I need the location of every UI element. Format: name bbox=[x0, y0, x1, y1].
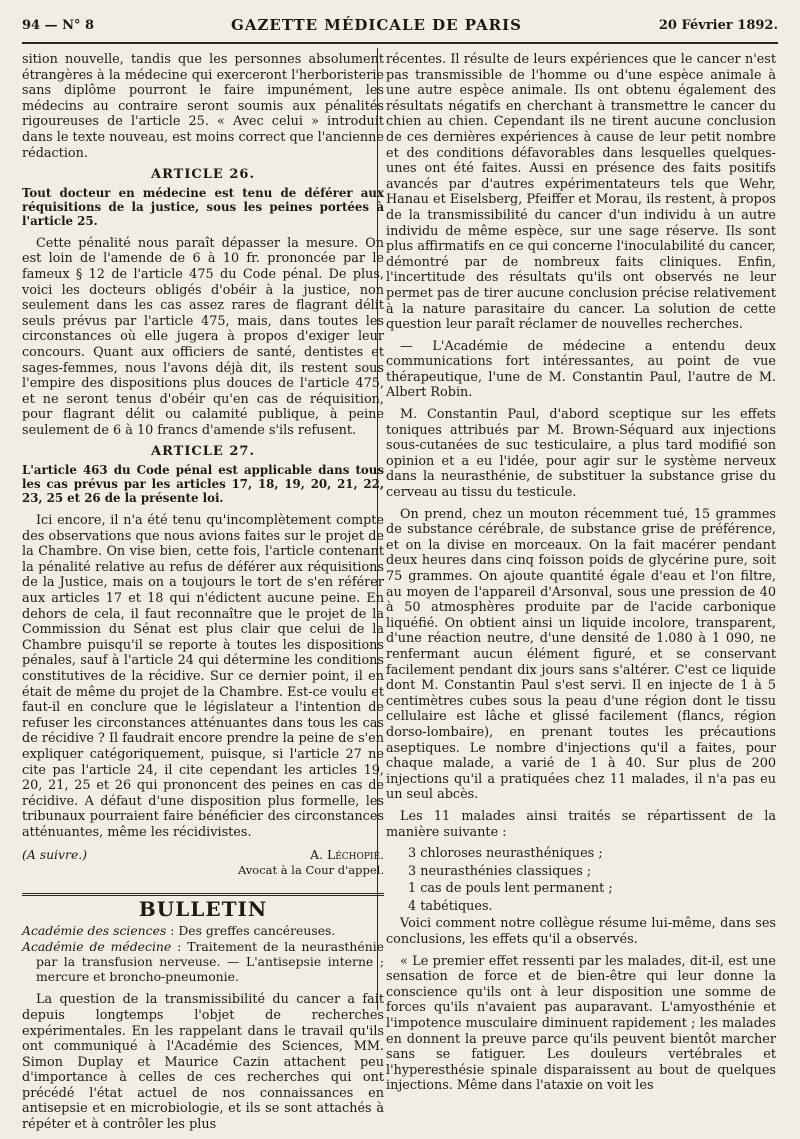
list-item: 3 chloroses neurasthéniques ; bbox=[408, 846, 603, 862]
article-27-text: L'article 463 du Code pénal est applicable dans tous les cas prévus par les articles 17, 18, 19, 20, 21, 22, 23, 25 et 26 de la présente loi. bbox=[22, 463, 384, 506]
article-27-title: ARTICLE 27. bbox=[151, 444, 255, 460]
list-item: 1 cas de pouls lent permanent ; bbox=[408, 881, 613, 897]
bulletin-paragraph: La question de la transmissibilité du cancer a fait depuis longtemps l'objet de recherches expérimentales. En les rappelant dans le travail qu'ils ont communiqué à l'Académie des Sciences, MM. Simon Duplay et Maurice Cazin attachent peu d'importance à celles de ces recherches qui ont précédé l'état actuel de nos connaissances en antisepsie et en microbiologie, et ils se sont attachés à répéter et à contrôler les plus bbox=[22, 992, 384, 1133]
bulletin-heading: BULLETIN bbox=[138, 896, 268, 921]
patients-list bbox=[386, 846, 776, 914]
method-paragraph: On prend, chez un mouton récemment tué, 15 grammes de substance cérébrale, de substance grise de préférence, et on la divise en morceaux. On la fait macérer pendant deux heures dans cinq foisson poids de glycérine pure, soit 75 grammes. On ajoute quantité égale d'eau et l'on filtre, au moyen de l'appareil d'Arsonval, sous une pression de 40 à 50 atmosphères produite par de l'acide carbonique liquéfié. On obtient ainsi un liquide incolore, transparent, d'une réaction neutre, d'une densité de 1.080 à 1 090, ne renfermant aucun élément figuré, et se conservant facilement pendant dix jours sans s'altérer. C'est ce liquide dont M. Constantin Paul s'est servi. Il en injecte de 1 à 5 centimètres cubes sous la peau d'une région dont le tissu cellulaire est lâche et glissé facilement (flancs, région dorso-lombaire), en prenant toutes les précautions aseptiques. Le nombre d'injections qu'il a faites, pour chaque malade, a varié de 1 à 40. Sur plus de 200 injections qu'il a pratiquées chez 11 malades, il n'a pas eu un seul abcès. bbox=[386, 506, 776, 803]
patients-paragraph: Les 11 malades ainsi traités se répartissent de la manière suivante : bbox=[386, 808, 776, 840]
section-rule bbox=[22, 893, 384, 896]
left-column bbox=[22, 52, 384, 1139]
page-header bbox=[22, 10, 778, 40]
list-item: 4 tabétiques. bbox=[408, 898, 493, 914]
signature-block bbox=[22, 847, 384, 879]
constantin-paul-paragraph: M. Constantin Paul, d'abord sceptique sur les effets toniques attribués par M. Brown-Séquard aux injections sous-cutanées de suc testiculaire, a plus tard modifié son opinion et a eu l'idée, pour agir sur le système nerveux dans la neurasthénie, de substituer la substance grise du cerveau au tissu du testicule. bbox=[386, 407, 776, 501]
article-26-commentary: Cette pénalité nous paraît dépasser la mesure. On est loin de l'amende de 6 à 10 fr. prononcée par le fameux § 12 de l'article 475 du Code pénal. De plus, voici les docteurs obligés d'obéir à la justice, non seulement dans les cas assez rares de flagrant délit seuls prévus par l'article 475, mais, dans toutes les circonstances où elle jugera à propos d'exiger leur concours. Quant aux officiers de santé, dentistes et sages-femmes, nous l'avons déjà dit, ils restent sous l'empire des dispositions plus douces de l'article 475, et ne seront tenus d'obéir qu'en cas de réquisition, pour flagrant délit ou calamité publique, à peine seulement de 6 à 10 francs d'amende s'ils refusent. bbox=[22, 235, 384, 438]
article-26-title: ARTICLE 26. bbox=[151, 167, 255, 183]
article-26-text: Tout docteur en médecine est tenu de déférer aux réquisitions de la justice, sous les peines portées à l'article 25. bbox=[22, 185, 384, 228]
author-role: Avocat à la Cour d'appel. bbox=[237, 863, 384, 878]
conclusions-paragraph: Voici comment notre collègue résume lui-même, dans ses conclusions, les effets qu'il a observés. bbox=[386, 916, 776, 948]
academie-paragraph: — L'Académie de médecine a entendu deux communications fort intéressantes, au point de vue thérapeutique, l'une de M. Constantin Paul, l'autre de M. Albert Robin. bbox=[386, 338, 776, 401]
bulletin-summary-medecine: Académie de médecine : Traitement de la neurasthénie par la transfusion nerveuse. — L'antisepsie interne ; mercure et broncho-pneumonie. bbox=[22, 939, 384, 985]
right-column bbox=[386, 52, 776, 1100]
intro-paragraph: sition nouvelle, tandis que les personnes absolument étrangères à la médecine qui exerceront l'herboristerie sans diplôme pourront le faire impunément, les médecins au contraire seront soumis aux pénalités rigoureuses de l'article 25. « Avec celui » introduit dans le texte nouveau, est moins correct que l'ancienne rédaction. bbox=[22, 52, 384, 161]
header-rule bbox=[22, 42, 778, 44]
bulletin-summary-sciences: Académie des sciences : Des greffes cancéreuses. bbox=[22, 923, 336, 939]
author-name: A. Léchopié. bbox=[310, 846, 384, 862]
to-be-continued: (A suivre.) bbox=[22, 846, 88, 862]
quote-paragraph: « Le premier effet ressenti par les malades, dit-il, est une sensation de force et de bien-être qui leur donne la conscience qu'ils ont à leur disposition une somme de forces qu'ils n'avaient pas auparavant. L'amyosthénie et l'impotence musculaire diminuent rapidement ; les malades en donnent la preuve parce qu'ils peuvent bientôt marcher sans se fatiguer. Les douleurs vertébrales et l'hyperesthésie spinale disparaissent au bout de quelques injections. Même dans l'ataxie on voit les bbox=[386, 953, 776, 1094]
newspaper-title: GAZETTE MÉDICALE DE PARIS bbox=[231, 16, 522, 34]
cancer-paragraph: récentes. Il résulte de leurs expériences que le cancer n'est pas transmissible de l'homme ou d'une espèce animale à une autre espèce animale. Ils ont obtenu également des résultats négatifs en cherchant à transmettre le cancer du chien au chien. Cependant ils ne tirent aucune conclusion de ces dernières expériences à cause de leur petit nombre et des conditions défavorables dans lesquelles quelques-unes ont été faites. Aussi en présence des faits positifs avancés par d'autres expérimentateurs tels que Wehr, Hanau et Eiselsberg, Pfeiffer et Morau, ils restent, à propos de la transmissibilité du cancer d'un individu à un autre individu de même espèce, sur une sage réserve. Ils sont plus affirmatifs en ce qui concerne l'inoculabilité du cancer, démontré par de nombreux faits cliniques. Enfin, l'incertitude des résultats qu'ils ont observés ne leur permet pas de tirer aucune conclusion précise relativement à la nature parasitaire du cancer. La solution de cette question leur paraît réclamer de nouvelles recherches. bbox=[386, 52, 776, 333]
issue-date: 20 Février 1892. bbox=[658, 17, 778, 33]
article-27-commentary: Ici encore, il n'a été tenu qu'incomplètement compte des observations que nous avions faites sur le projet de la Chambre. On vise bien, cette fois, l'article contenant la pénalité relative au refus de déférer aux réquisitions de la Justice, mais on a toujours le tort de s'en référer aux articles 17 et 18 qui n'édictent aucune peine. En dehors de cela, il faut reconnaître que le projet de la Commission du Sénat est plus clair que celui de la Chambre puisqu'il se reporte à toutes les dispositions pénales, sauf à l'article 24 qui détermine les conditions constitutives de la récidive. Sur ce dernier point, il en était de même du projet de la Chambre. Est-ce voulu et faut-il en conclure que le législateur a l'intention de refuser les circonstances atténuantes dans tous les cas de récidive ? Il faudrait encore prendre la peine de s'en expliquer catégoriquement, puisque, si l'article 27 ne cite pas l'article 24, il cite cependant les articles 19, 20, 21, 25 et 26 qui prononcent des peines en cas de récidive. A défaut d'une disposition plus formelle, les tribunaux pourraient faire bénéficier des circonstances atténuantes, même les récidivistes. bbox=[22, 513, 384, 840]
page-number: 94 — N° 8 bbox=[22, 17, 95, 33]
list-item: 3 neurasthénies classiques ; bbox=[408, 863, 592, 879]
